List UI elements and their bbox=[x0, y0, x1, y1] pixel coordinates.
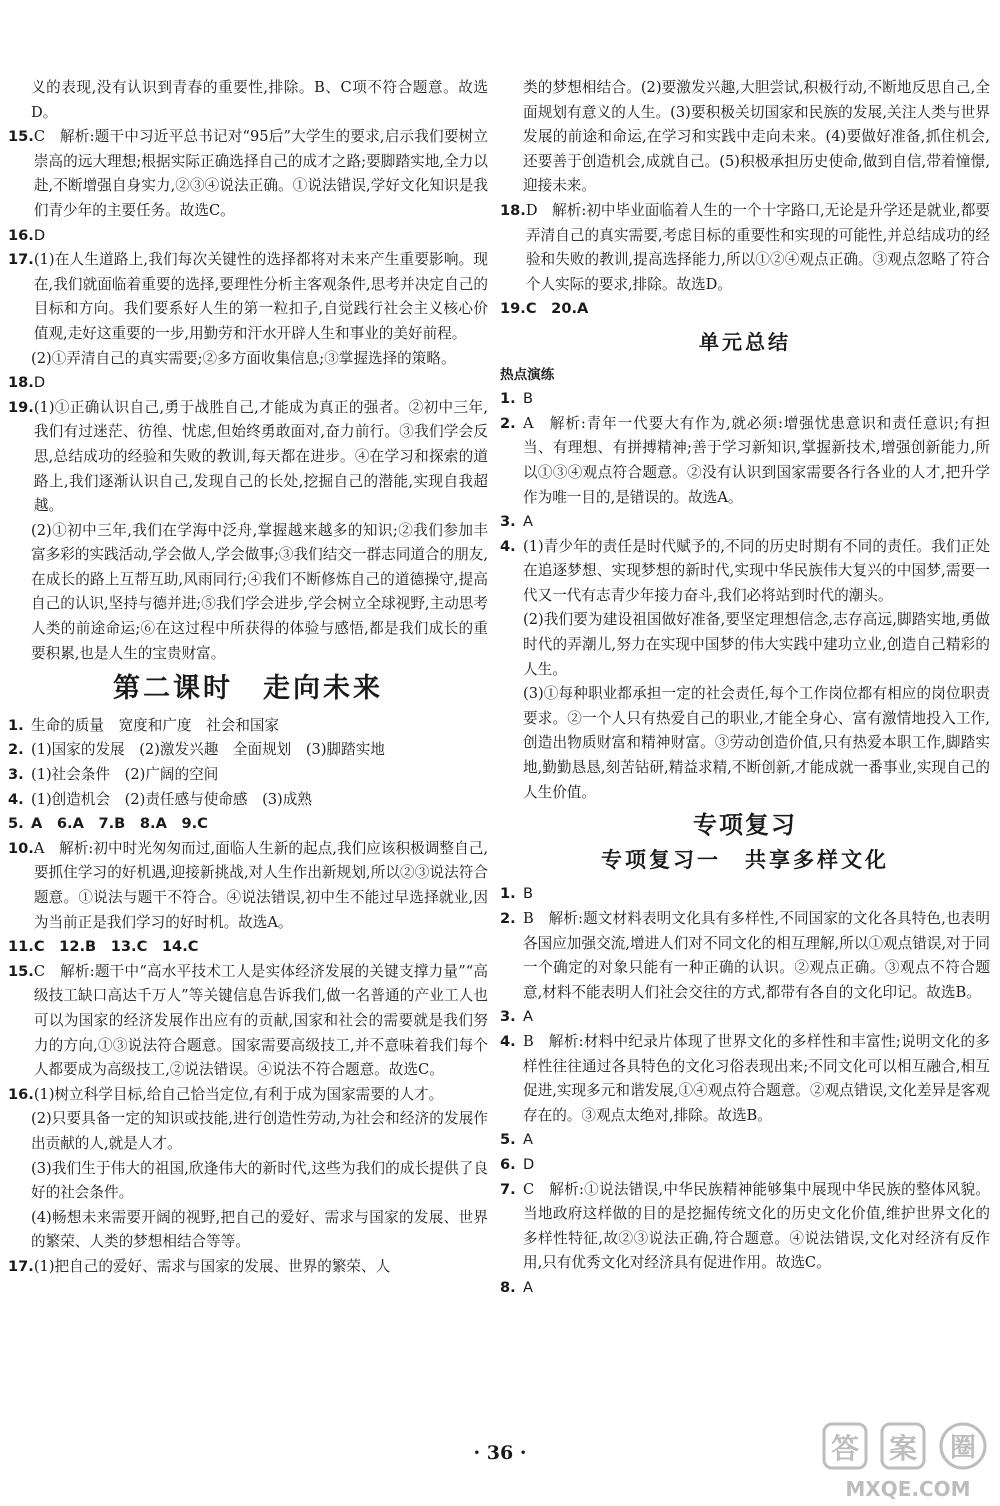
item-subpart: (4)畅想未来需要开阔的视野,把自己的爱好、需求与国家的发展、世界的繁荣、人类的梦想相结合等等。 bbox=[31, 1208, 488, 1251]
item-number: 3. bbox=[500, 1008, 516, 1026]
item-text: 生命的质量 宽度和广度 社会和国家 bbox=[31, 716, 280, 734]
review-item-2 bbox=[500, 907, 990, 1005]
answer-item-17b bbox=[8, 1255, 488, 1280]
item-text: B bbox=[523, 390, 534, 408]
item-number: 5. bbox=[8, 815, 24, 833]
choice-item-19 bbox=[500, 297, 990, 322]
review-item-8 bbox=[500, 1276, 990, 1301]
item-text: A bbox=[523, 1131, 533, 1149]
choice-item-11 bbox=[8, 935, 488, 960]
item-number: 10. bbox=[8, 839, 34, 857]
item-subpart: (2)①弄清自己的真实需要;②多方面收集信息;③掌握选择的策略。 bbox=[31, 349, 456, 367]
item-text: (1)社会条件 (2)广阔的空间 bbox=[31, 766, 219, 784]
item-text: A 解析:初中时光匆匆而过,面临人生新的起点,我们应该积极调整自己,要抓住学习的好机遇,迎接新挑战,对人生作出新规划,所以②③说法符合题意。①说法与题干不符合。④说法错误,初中生不能过早选择就业,因为当前正是我们学习的好时机。故选A。 bbox=[33, 839, 488, 931]
item-number: 19. bbox=[500, 300, 526, 318]
item-text: B 解析:材料中纪录片体现了世界文化的多样性和丰富性;说明文化的多样性往往通过各具特色的文化习俗表现出来;不同文化可以相互融合,相互促进,实现多元和谐发展,①④观点符合题意。②观点错误,文化差异是客观存在的。③观点太绝对,排除。故选B。 bbox=[523, 1032, 990, 1124]
item-number: 6. bbox=[500, 1155, 516, 1173]
item-number: 8. bbox=[500, 1278, 516, 1296]
item-subpart: (3)我们生于伟大的祖国,欣逢伟大的新时代,这些为我们的成长提供了良好的社会条件。 bbox=[31, 1159, 488, 1202]
item-text: A 解析:青年一代要大有作为,就必须:增强忧患意识和责任意识;有担当、有理想、有拼搏精神;善于学习新知识,掌握新技术,增强创新能力,所以①③④观点符合题意。②没有认识到国家需要各行各业的人才,把升学作为唯一目的,是错误的。故选A。 bbox=[523, 414, 990, 506]
item-text: B bbox=[523, 885, 534, 903]
section-heading: 单元总结 bbox=[699, 329, 791, 354]
item-text: (1)在人生道路上,我们每次关键性的选择都将对未来产生重要影响。现在,我们就面临着重要的选择,要理性分析主客观条件,思考并决定自己的目标和方向。我们要系好人生的第一粒扣子,自觉践行社会主义核心价值观,走好这重要的一步,用勤劳和汗水开辟人生和事业的美好前程。 bbox=[33, 251, 488, 342]
fill-item-3 bbox=[8, 763, 488, 788]
continued-text: 类的梦想相结合。(2)要激发兴趣,大胆尝试,积极行动,不断地反思自己,全面规划有意义的人生。(3)要积极关切国家和民族的发展,关注人类与世界发展的前途和命运,在学习和实践中走向未来。(4)要做好准备,抓住机会,还要善于创造机会,成就自己。(5)积极承担历史使命,做到自信,带着憧憬,迎接未来。 bbox=[523, 79, 990, 195]
item-number: 16. bbox=[8, 226, 34, 244]
item-text: A 6.A 7.B 8.A 9.C bbox=[31, 815, 208, 833]
item-subpart: (3)①每种职业都承担一定的社会责任,每个工作岗位都有相应的岗位职责要求。②一个人只有热爱自己的职业,才能全身心、富有激情地投入工作,创造出物质财富和精神财富。③劳动创造价值,只有热爱本职工作,脚踏实地,勤勤恳恳,刻苦钻研,精益求精,不断创新,才能成就一番事业,实现自己的人生价值。 bbox=[523, 685, 990, 801]
item-number: 2. bbox=[500, 414, 516, 432]
item-text: A bbox=[523, 1008, 533, 1026]
item-text: D bbox=[523, 1155, 535, 1173]
review-item-7 bbox=[500, 1178, 990, 1276]
fill-item-4 bbox=[8, 788, 488, 813]
item-text: A bbox=[523, 513, 533, 531]
item-number: 19. bbox=[8, 398, 34, 416]
review-item-1 bbox=[500, 882, 990, 907]
item-number: 17. bbox=[8, 1257, 34, 1275]
answer-item-18 bbox=[8, 371, 488, 396]
item-text: C 12.B 13.C 14.C bbox=[33, 938, 199, 956]
item-number: 2. bbox=[500, 910, 516, 927]
item-number: 11. bbox=[8, 938, 34, 956]
review-item-4 bbox=[500, 1030, 990, 1128]
fill-item-1 bbox=[8, 714, 488, 739]
item-text: D bbox=[33, 226, 46, 244]
item-number: 18. bbox=[8, 374, 34, 392]
item-text: A bbox=[523, 1278, 533, 1296]
svg-text:答: 答 bbox=[830, 1432, 860, 1465]
item-number: 15. bbox=[8, 128, 34, 146]
section-label: 热点演练 bbox=[500, 366, 555, 383]
item-text: B 解析:题文材料表明文化具有多样性,不同国家的文化各具特色,也表明各国应加强交流,增进人们对不同文化的相互理解,所以①观点错误,对于同一个确定的对象只能有一种正确的认识。②观点正确。③观点不符合题意,材料不能表明人们社会交往的方式,都带有各自的文化印记。故选B。 bbox=[523, 910, 990, 1001]
item-number: 3. bbox=[8, 766, 24, 784]
item-number: 4. bbox=[8, 790, 24, 808]
hot-item-1 bbox=[500, 387, 990, 412]
right-column bbox=[500, 76, 990, 1301]
subsection-heading: 专项复习一 共享多样文化 bbox=[601, 846, 889, 872]
item-text: D bbox=[33, 374, 46, 392]
item-text: C 20.A bbox=[525, 300, 589, 318]
hot-item-4 bbox=[500, 535, 990, 609]
item-number: 5. bbox=[500, 1131, 516, 1149]
item-number: 1. bbox=[8, 716, 24, 734]
item-text: C 解析:题干中“高水平技术工人是实体经济发展的关键支撑力量”“高级技工缺口高达千万人”等关键信息告诉我们,做一名普通的产业工人也可以为国家的经济发展作出应有的贡献,国家和社会的需要就是我们努力的方向,①③说法符合题意。国家需要高级技工,并不意味着我们每个人都要成为高级技工,②说法错误。④说法不符合题意。故选C。 bbox=[33, 962, 488, 1079]
svg-text:MXQE.COM: MXQE.COM bbox=[845, 1477, 971, 1501]
hot-item-2 bbox=[500, 412, 990, 510]
item-text: C 解析:题干中习近平总书记对“95后”大学生的要求,启示我们要树立崇高的远大理想;根据实际正确选择自己的成才之路;要脚踏实地,全力以赴,不断增强自身实力,②③④说法正确。①说法错误,学好文化知识是我们青少年的主要任务。故选C。 bbox=[33, 128, 488, 219]
section-heading: 专项复习 bbox=[693, 810, 797, 840]
item-number: 7. bbox=[500, 1180, 516, 1198]
answer-item-15 bbox=[8, 125, 488, 223]
fill-item-2 bbox=[8, 738, 488, 763]
answer-item-17 bbox=[8, 248, 488, 346]
item-text: D 解析:初中毕业面临着人生的一个十字路口,无论是升学还是就业,都要弄清自己的真实需要,考虑目标的重要性和实现的可能性,并总结成功的经验和失败的教训,提高选择能力,所以①②④观点正确。③观点忽略了符合个人实际的要求,排除。故选D。 bbox=[525, 201, 990, 293]
item-number: 4. bbox=[500, 1032, 516, 1050]
item-number: 1. bbox=[500, 885, 516, 903]
page-number: · 36 · bbox=[473, 1442, 527, 1464]
item-text: (1)①正确认识自己,勇于战胜自己,才能成为真正的强者。②初中三年,我们有过迷茫、彷徨、忧虑,但始终勇敢面对,奋力前行。③我们学会反思,总结成功的经验和失败的教训,每天都在进步。④在学习和探索的道路上,我们逐渐认识自己,发现自己的长处,挖掘自己的潜能,实现自我超越。 bbox=[33, 398, 488, 515]
section-heading: 第二课时 走向未来 bbox=[113, 673, 383, 705]
review-item-3 bbox=[500, 1005, 990, 1030]
answer-item-16 bbox=[8, 224, 488, 249]
item-number: 16. bbox=[8, 1085, 34, 1103]
item-number: 3. bbox=[500, 513, 516, 531]
item-number: 17. bbox=[8, 251, 34, 269]
answer-item-16b bbox=[8, 1083, 488, 1108]
item-subpart: (2)我们要为建设祖国做好准备,要坚定理想信念,志存高远,脚踏实地,勇做时代的弄潮儿,努力在实现中国梦的伟大实践中建功立业,创造自己精彩的人生。 bbox=[523, 611, 990, 678]
item-number: 1. bbox=[500, 390, 516, 408]
item-text: (1)国家的发展 (2)激发兴趣 全面规划 (3)脚踏实地 bbox=[31, 741, 385, 759]
answer-item-18b bbox=[500, 199, 990, 297]
item-text: (1)把自己的爱好、需求与国家的发展、世界的繁荣、人 bbox=[33, 1257, 391, 1275]
item-text: (1)创造机会 (2)责任感与使命感 (3)成熟 bbox=[31, 790, 312, 808]
item-text: (1)树立科学目标,给自己恰当定位,有利于成为国家需要的人才。 bbox=[33, 1085, 444, 1103]
item-number: 4. bbox=[500, 537, 516, 555]
item-text: C 解析:①说法错误,中华民族精神能够集中展现中华民族的整体风貌。当地政府这样做的目的是挖掘传统文化的历史文化价值,维护世界文化的多样性特征,故②③说法正确,符合题意。④说法错误,文化对经济有反作用,只有优秀文化对经济具有促进作用。故选C。 bbox=[523, 1180, 990, 1272]
watermark-logo bbox=[816, 1420, 992, 1504]
left-column bbox=[8, 76, 488, 1280]
review-item-6 bbox=[500, 1153, 990, 1178]
answer-item-19 bbox=[8, 396, 488, 519]
item-subpart: (2)只要具备一定的知识或技能,进行创造性劳动,为社会和经济的发展作出贡献的人,就是人才。 bbox=[31, 1110, 488, 1152]
svg-text:圈: 圈 bbox=[949, 1433, 977, 1463]
answer-item-10 bbox=[8, 837, 488, 935]
item-number: 18. bbox=[500, 201, 526, 219]
svg-text:案: 案 bbox=[888, 1432, 918, 1465]
item-subpart: (2)①初中三年,我们在学海中泛舟,掌握越来越多的知识;②我们参加丰富多彩的实践活动,学会做人,学会做事;③我们结交一群志同道合的朋友,在成长的路上互帮互助,风雨同行;④我们不断修炼自己的道德操守,提高自己的认识,坚持与德并进;⑤我们学会进步,学会树立全球视野,主动思考人类的前途命运;⑥在这过程中所获得的体验与感悟,都是我们成长的重要积累,也是人生的宝贵财富。 bbox=[31, 521, 488, 662]
continued-text: 义的表现,没有认识到青春的重要性,排除。B、C项不符合题意。故选D。 bbox=[31, 79, 488, 121]
answer-item-15b bbox=[8, 960, 488, 1083]
item-text: (1)青少年的责任是时代赋予的,不同的历史时期有不同的责任。我们正处在追逐梦想、实现梦想的新时代,实现中华民族伟大复兴的中国梦,需要一代又一代有志青少年接力奋斗,我们必将站到时代的潮头。 bbox=[523, 537, 990, 604]
choice-item-5 bbox=[8, 812, 488, 837]
review-item-5 bbox=[500, 1128, 990, 1153]
item-number: 2. bbox=[8, 741, 24, 759]
item-number: 15. bbox=[8, 962, 34, 980]
hot-item-3 bbox=[500, 510, 990, 535]
